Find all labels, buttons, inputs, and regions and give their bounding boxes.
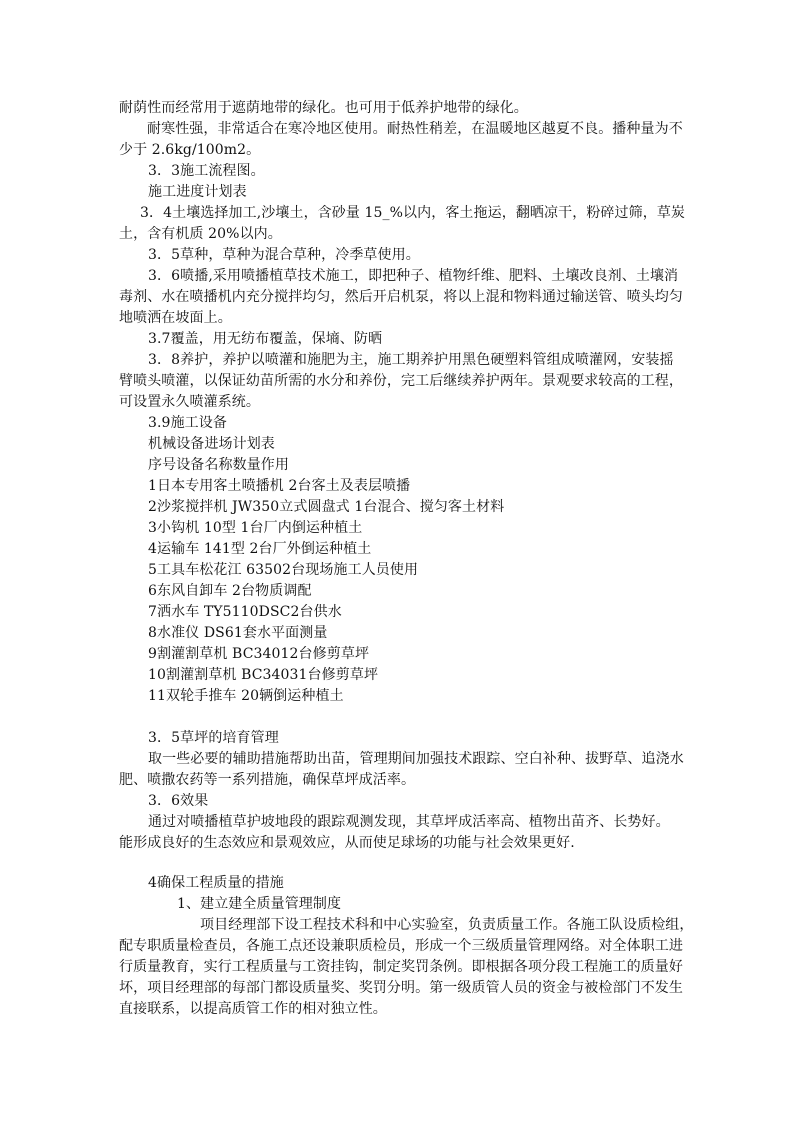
text-line: 机械设备进场计划表 (148, 436, 275, 452)
text-line: 8水准仪 DS61套水平面测量 (148, 625, 328, 641)
text-line: 臂喷头喷灌，以保证幼苗所需的水分和养份，完工后继续养护两年。景观要求较高的工程， (119, 373, 683, 389)
text-line: 10割灌割草机 BC34031台修剪草坪 (148, 667, 379, 683)
text-line: 3．8养护，养护以喷灌和施肥为主，施工期养护用黑色硬塑料管组成喷灌网，安装摇 (148, 352, 674, 368)
text-line: 4确保工程质量的措施 (148, 875, 284, 891)
text-line: 土，含有机质 20%以内。 (119, 226, 282, 242)
text-line: 3．5草种，草种为混合草种，冷季草使用。 (148, 247, 420, 263)
text-line: 少于 2.6kg/100m2。 (119, 142, 261, 158)
text-line: 配专职质量检查员，各施工点还设兼职质检员，形成一个三级质量管理网络。对全体职工进 (119, 938, 683, 954)
text-line: 1日本专用客土喷播机 2台客土及表层喷播 (148, 478, 411, 494)
text-line: 4运输车 141型 2台厂外倒运种植土 (148, 541, 372, 557)
text-line: 通过对喷播植草护坡地段的跟踪观测发现，其草坪成活率高、植物出苗齐、长势好。 (148, 814, 670, 830)
text-line: 7洒水车 TY5110DSC2台供水 (148, 604, 342, 620)
text-line: 耐寒性强，非常适合在寒冷地区使用。耐热性稍差，在温暖地区越夏不良。播种量为不 (147, 121, 683, 137)
text-line: 3．6喷播,采用喷播植草技术施工，即把种子、植物纤维、肥料、土壤改良剂、土壤消 (148, 268, 679, 284)
text-line: 3.9施工设备 (148, 415, 227, 431)
text-line: 2沙浆搅拌机 JW350立式圆盘式 1台混合、搅匀客土材料 (148, 499, 505, 515)
text-line: 6东风自卸车 2台物质调配 (148, 583, 312, 599)
text-line: 9割灌割草机 BC34012台修剪草坪 (148, 646, 370, 662)
text-line: 行质量教育，实行工程质量与工资挂钩，制定奖罚条例。即根据各项分段工程施工的质量好 (119, 959, 683, 975)
text-line: 直接联系，以提高质管工作的相对独立性。 (119, 1001, 387, 1017)
text-line: 5工具车松花江 63502台现场施工人员使用 (148, 562, 419, 578)
text-line: 3．4土壤选择加工,沙壤土，含砂量 15_%以内，客土拖运，翻晒凉干，粉碎过筛，草炭 (140, 205, 686, 221)
text-line: 3．6效果 (148, 793, 209, 809)
text-line: 坏，项目经理部的每部门都设质量奖、奖罚分明。第一级质管人员的资金与被检部门不发生 (119, 980, 683, 996)
text-line: 3.7覆盖，用无纺布覆盖，保墒、防晒 (148, 331, 383, 347)
text-line: 取一些必要的辅助措施帮助出苗，管理期间加强技术跟踪、空白补种、拔野草、追浇水 (148, 751, 684, 767)
text-line: 3．3施工流程图。 (148, 163, 265, 179)
text-line: 序号设备名称数量作用 (148, 457, 289, 473)
text-line: 可设置永久喷灌系统。 (119, 394, 260, 410)
text-line: 能形成良好的生态效应和景观效应，从而使足球场的功能与社会效果更好. (119, 835, 575, 851)
text-line: 地喷洒在坡面上。 (119, 310, 232, 326)
text-line: 肥、喷撒农药等一系列措施，确保草坪成活率。 (119, 772, 416, 788)
text-line: 3小钩机 10型 1台厂内倒运种植土 (148, 520, 363, 536)
text-line: 3．5草坪的培育管理 (148, 730, 279, 746)
text-line: 耐荫性而经常用于遮荫地带的绿化。也可用于低养护地带的绿化。 (119, 100, 528, 116)
text-line: 11双轮手推车 20辆倒运种植土 (148, 688, 344, 704)
text-line: 1、建立建全质量管理制度 (177, 896, 342, 912)
text-line: 项目经理部下设工程技术科和中心实验室，负责质量工作。各施工队设质检组， (200, 917, 694, 933)
text-line: 施工进度计划表 (148, 184, 247, 200)
text-line: 毒剂、水在喷播机内充分搅拌均匀，然后开启机泵，将以上混和物料通过输送管、喷头均匀 (119, 289, 683, 305)
